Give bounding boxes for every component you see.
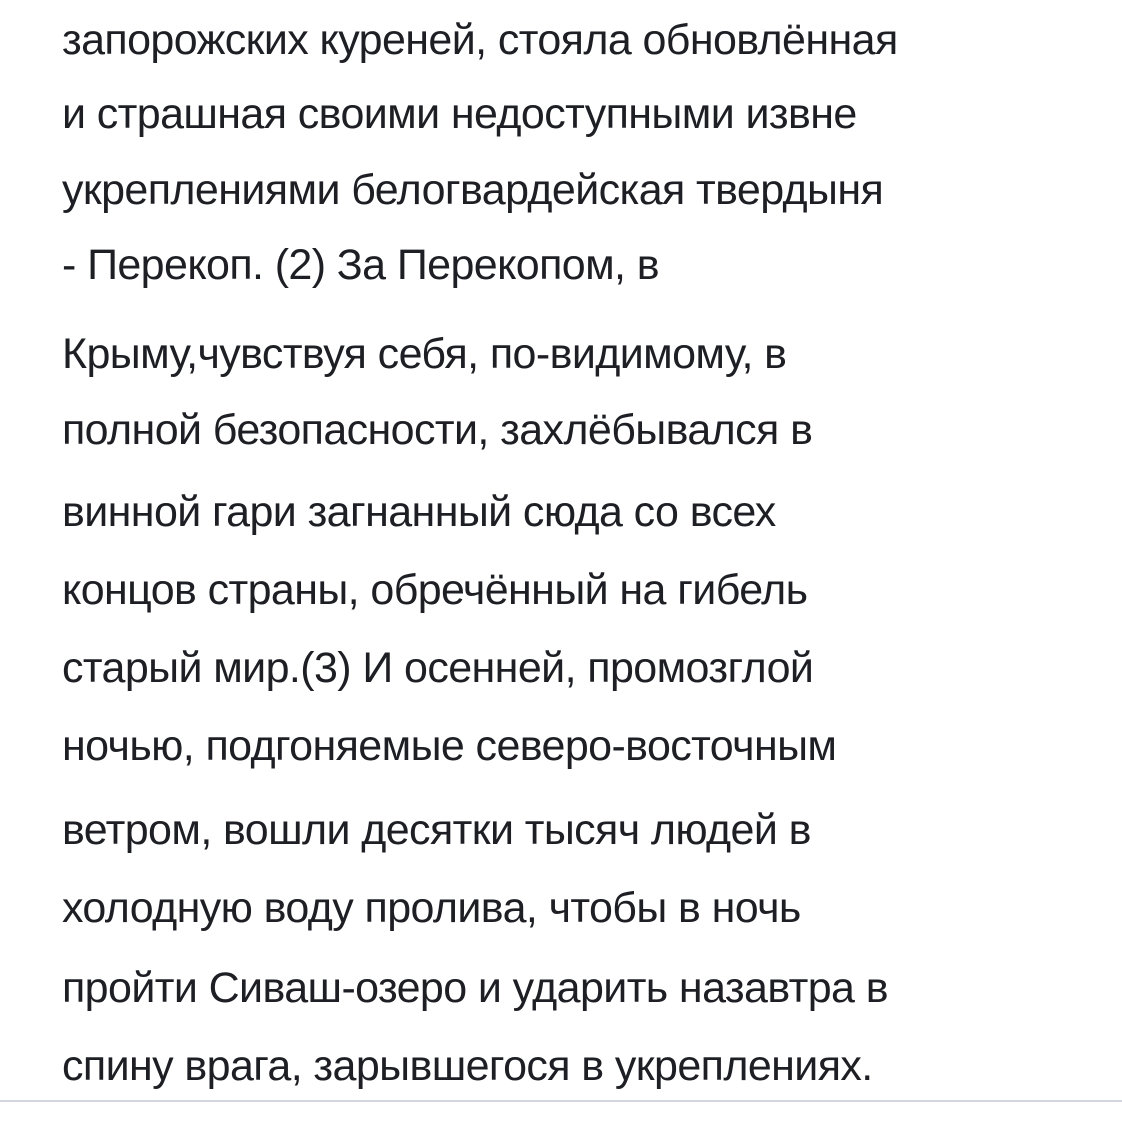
text-line: - Перекоп. (2) За Перекопом, в	[62, 241, 659, 289]
text-line: винной гари загнанный сюда со всех	[62, 488, 776, 536]
text-line: ветром, вошли десятки тысяч людей в	[62, 806, 811, 854]
text-line: пройти Сиваш-озеро и ударить назавтра в	[62, 964, 888, 1012]
text-line: и страшная своими недоступными извне	[62, 90, 857, 138]
text-line: старый мир.(3) И осенней, промозглой	[62, 644, 814, 692]
text-line: укреплениями белогвардейская твердыня	[62, 166, 884, 214]
bottom-divider	[0, 1100, 1122, 1102]
text-line: ночью, подгоняемые северо-восточным	[62, 722, 837, 770]
text-line: запорожских куреней, стояла обновлённая	[62, 16, 898, 64]
text-line: холодную воду пролива, чтобы в ночь	[62, 884, 801, 932]
text-line: спину врага, зарывшегося в укреплениях.	[62, 1042, 873, 1090]
text-line: Крыму,чувствуя себя, по-видимому, в	[62, 330, 787, 378]
text-line: полной безопасности, захлёбывался в	[62, 406, 813, 454]
text-line: концов страны, обречённый на гибель	[62, 566, 808, 614]
